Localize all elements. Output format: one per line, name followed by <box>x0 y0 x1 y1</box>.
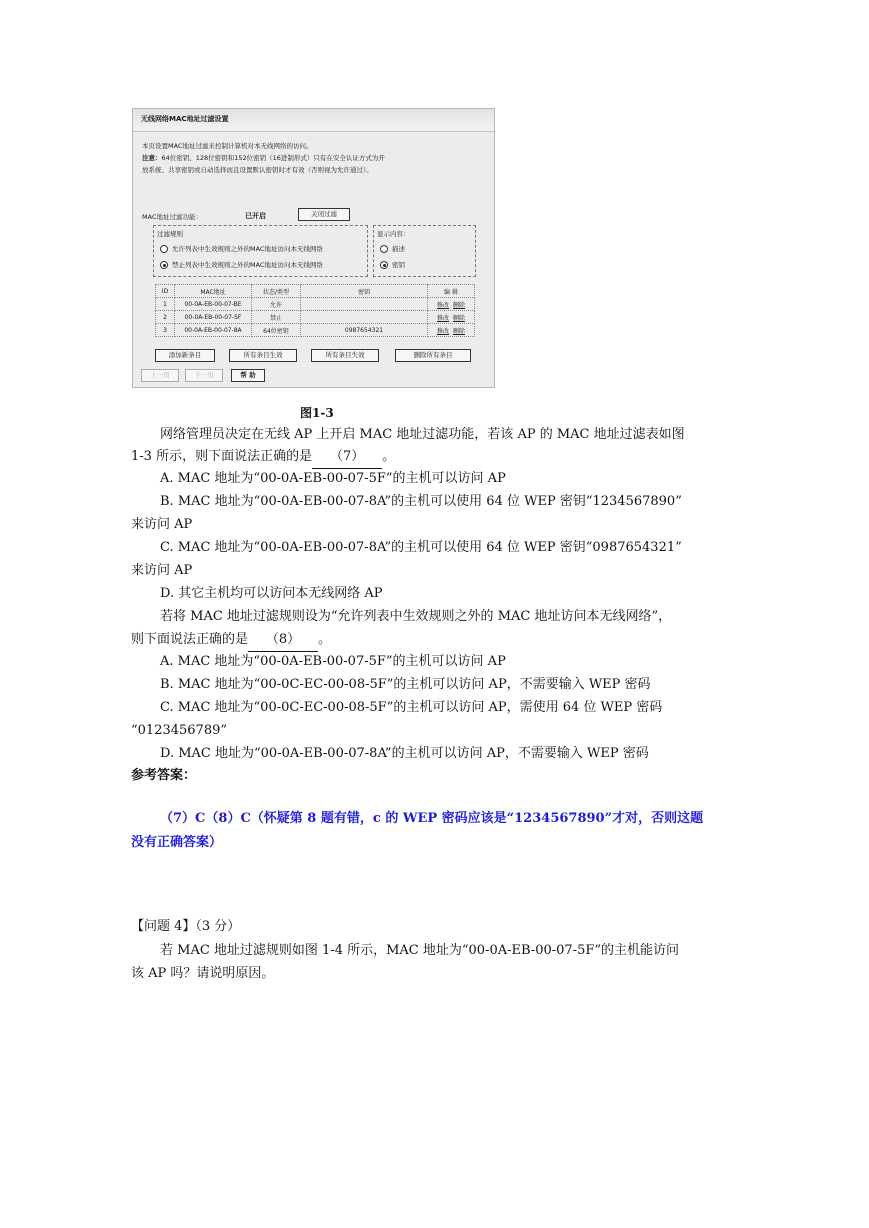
row-id: 2 <box>156 311 175 324</box>
add-entry-button[interactable]: 添加新条目 <box>155 349 215 362</box>
col-mac: MAC地址 <box>175 285 252 298</box>
edit-link[interactable]: 修改 <box>436 327 449 335</box>
q7-stem-line1: 网络管理员决定在无线 AP 上开启 MAC 地址过滤功能，若该 AP 的 MAC 地址过滤表如图 <box>160 427 685 442</box>
display-content-group <box>373 225 476 277</box>
q8-blank: （8） <box>248 629 318 652</box>
row-edit-cell <box>428 324 475 337</box>
display-key-label: 密钥 <box>392 261 405 269</box>
mac-filter-table <box>155 284 475 337</box>
rule-deny-option[interactable] <box>160 260 323 269</box>
figure-caption: 图1-3 <box>300 406 334 420</box>
note-text-line1: 64位密钥、128位密钥和152位密钥（16进制形式）只有在安全认证方式为开 <box>161 154 385 162</box>
q7-stem-line2 <box>131 446 395 469</box>
window-title-bar <box>133 109 494 132</box>
delete-link[interactable]: 删除 <box>453 314 466 322</box>
delete-link[interactable]: 删除 <box>453 327 466 335</box>
rule-allow-option[interactable] <box>160 244 323 253</box>
row-key <box>301 298 428 311</box>
note-label: 注意： <box>142 154 162 162</box>
table-header-row <box>156 285 475 298</box>
q8-option-c-cont: “0123456789” <box>131 723 228 738</box>
q7-stem-end: 。 <box>382 449 396 464</box>
q4-line2: 该 AP 吗？请说明原因。 <box>131 966 275 981</box>
answer-line1: （7）C（8）C（怀疑第 8 题有错，c 的 WEP 密码应该是“1234567890”才对，否则这题 <box>160 811 704 826</box>
rule-deny-label: 禁止列表中生效规则之外的MAC地址访问本无线网络 <box>172 261 323 269</box>
edit-link[interactable]: 修改 <box>436 314 449 322</box>
row-status: 允许 <box>252 298 301 311</box>
q7-option-b: B. MAC 地址为“00-0A-EB-00-07-8A”的主机可以使用 64 位 WEP 密钥“1234567890” <box>160 494 682 509</box>
rule-allow-radio[interactable] <box>160 245 168 253</box>
next-page-button[interactable]: 下一页 <box>185 369 223 382</box>
q8-stem-end: 。 <box>318 632 332 647</box>
table-row <box>156 311 475 324</box>
q8-option-d: D. MAC 地址为“00-0A-EB-00-07-8A”的主机可以访问 AP，不需要输入 WEP 密码 <box>160 746 649 761</box>
table-row <box>156 298 475 311</box>
row-mac: 00-0A-EB-00-07-8A <box>175 324 252 337</box>
prev-page-button[interactable]: 上一页 <box>141 369 179 382</box>
col-status: 状态/类型 <box>252 285 301 298</box>
display-desc-radio[interactable] <box>380 245 388 253</box>
row-edit-cell <box>428 298 475 311</box>
row-mac: 00-0A-EB-00-07-5F <box>175 311 252 324</box>
q7-stem-text: 1-3 所示，则下面说法正确的是 <box>131 449 313 464</box>
delete-link[interactable]: 删除 <box>453 301 466 309</box>
col-id: ID <box>156 285 175 298</box>
filter-rules-title: 过滤规则 <box>157 230 183 238</box>
q7-blank: （7） <box>312 446 382 469</box>
row-status: 禁止 <box>252 311 301 324</box>
page-note <box>142 153 487 164</box>
q7-option-b-cont: 来访问 AP <box>131 517 193 532</box>
display-content-title: 显示内容： <box>377 230 410 238</box>
answer-heading: 参考答案： <box>131 768 197 783</box>
close-filter-button[interactable]: 关闭过滤 <box>298 208 350 221</box>
row-key <box>301 311 428 324</box>
row-id: 3 <box>156 324 175 337</box>
q8-stem-line1: 若将 MAC 地址过滤规则设为“允许列表中生效规则之外的 MAC 地址访问本无线网络”， <box>160 609 672 624</box>
q8-option-a: A. MAC 地址为“00-0A-EB-00-07-5F”的主机可以访问 AP <box>160 654 506 669</box>
display-key-option[interactable] <box>380 260 405 269</box>
rule-allow-label: 允许列表中生效规则之外的MAC地址访问本无线网络 <box>172 245 323 253</box>
display-desc-option[interactable] <box>380 244 405 253</box>
enable-all-button[interactable]: 所有条目生效 <box>229 349 297 362</box>
display-desc-label: 描述 <box>392 245 405 253</box>
q8-option-b: B. MAC 地址为“00-0C-EC-00-08-5F”的主机可以访问 AP，不需要输入 WEP 密码 <box>160 677 651 692</box>
answer-line2: 没有正确答案） <box>131 835 223 850</box>
display-key-radio[interactable] <box>380 261 388 269</box>
q7-option-a: A. MAC 地址为“00-0A-EB-00-07-5F”的主机可以访问 AP <box>160 471 506 486</box>
edit-link[interactable]: 修改 <box>436 301 449 309</box>
note-text-line2: 放系统、共享密钥或自动选择而且设置默认密钥时才有效（否则视为允许通过）。 <box>142 166 373 174</box>
q7-option-d: D. 其它主机均可以访问本无线网络 AP <box>160 586 383 601</box>
q4-heading: 【问题 4】（3 分） <box>131 919 241 934</box>
row-id: 1 <box>156 298 175 311</box>
q7-option-c-cont: 来访问 AP <box>131 563 193 578</box>
filter-function-label: MAC地址过滤功能： <box>142 213 202 221</box>
rule-deny-radio[interactable] <box>160 261 168 269</box>
q8-option-c: C. MAC 地址为“00-0C-EC-00-08-5F”的主机可以访问 AP，需使用 64 位 WEP 密码 <box>160 700 663 715</box>
delete-all-button[interactable]: 删除所有条目 <box>395 349 471 362</box>
router-config-screenshot <box>132 108 495 388</box>
row-edit-cell <box>428 311 475 324</box>
disable-all-button[interactable]: 所有条目失效 <box>311 349 379 362</box>
page-description: 本页设置MAC地址过滤来控制计算机对本无线网络的访问。 <box>142 142 313 150</box>
q4-line1: 若 MAC 地址过滤规则如图 1-4 所示，MAC 地址为“00-0A-EB-00-07-5F”的主机能访问 <box>160 943 680 958</box>
help-button[interactable]: 帮 助 <box>231 369 265 382</box>
col-edit: 编 辑 <box>428 285 475 298</box>
q8-stem-line2 <box>131 629 331 652</box>
col-key: 密钥 <box>301 285 428 298</box>
q8-stem-text: 则下面说法正确的是 <box>131 632 249 647</box>
row-mac: 00-0A-EB-00-07-BE <box>175 298 252 311</box>
table-row <box>156 324 475 337</box>
filter-rules-group <box>153 225 368 277</box>
row-key: 0987654321 <box>301 324 428 337</box>
window-title: 无线网络MAC地址过滤设置 <box>141 115 229 123</box>
row-status: 64位密钥 <box>252 324 301 337</box>
filter-status: 已开启 <box>245 212 266 220</box>
q7-option-c: C. MAC 地址为“00-0A-EB-00-07-8A”的主机可以使用 64 位 WEP 密钥“0987654321” <box>160 540 682 555</box>
